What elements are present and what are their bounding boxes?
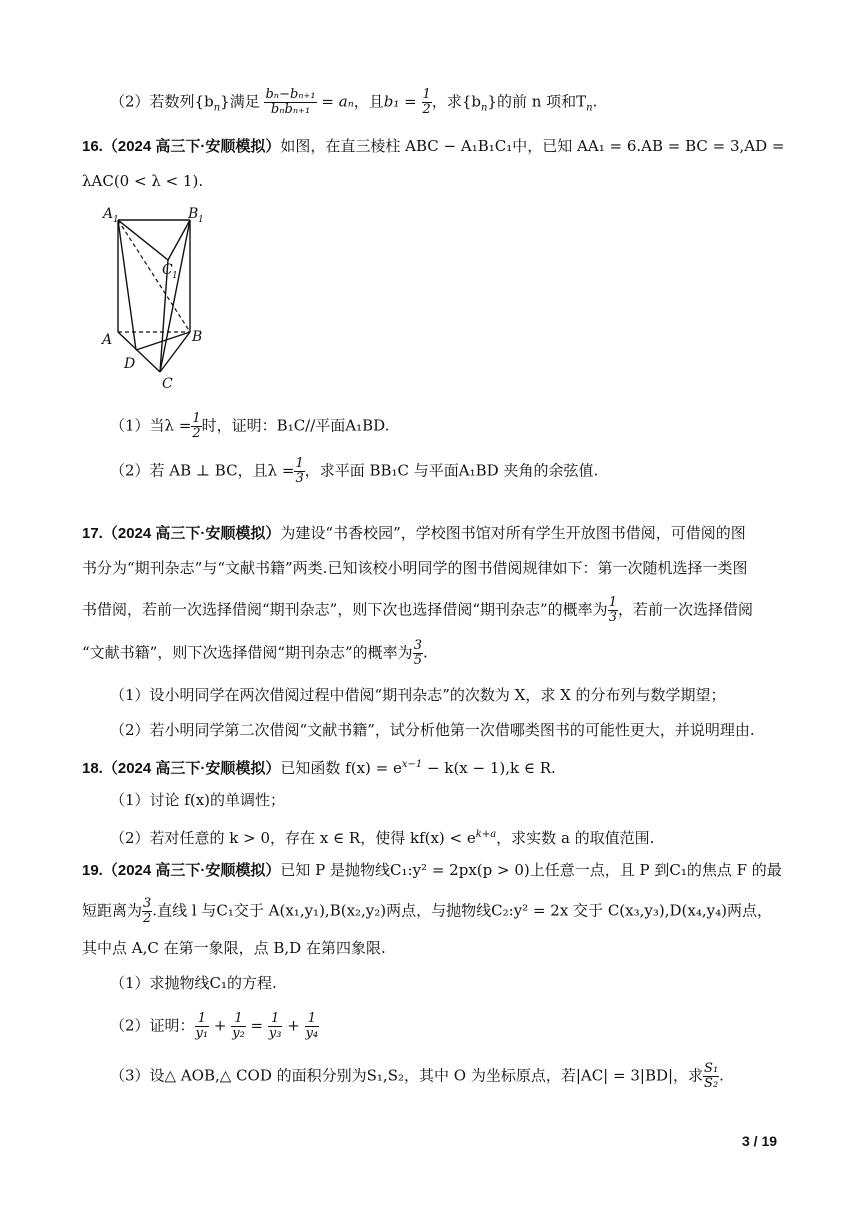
fraction-half: $\frac{1}{2}$ [422, 87, 431, 117]
label-c1: C [162, 262, 173, 278]
fraction-third-2: $\frac{1}{3}$ [608, 595, 617, 625]
fraction-half-2: $\frac{1}{2}$ [192, 411, 201, 441]
label-a: A [102, 332, 113, 348]
page-number: 3 / 19 [742, 1133, 778, 1149]
fraction-1-y2: $\frac{1}{\text{y₂}}$ [232, 1011, 245, 1041]
label-b1: B [188, 206, 199, 222]
fraction-three-fifths: $\frac{3}{5}$ [413, 638, 422, 668]
q16-part1: （1）当λ = $\frac{1}{2}$ 时，证明：B₁C//平面A₁BD. [110, 411, 390, 441]
prism-figure [98, 202, 218, 397]
fraction-1-y1: $\frac{1}{\text{y₁}}$ [195, 1011, 209, 1041]
q18-part1: （1）讨论 f(x)的单调性； [110, 791, 286, 809]
q19-part2: （2）证明： $\frac{1}{\text{y₁}}$ + $\frac{1}{\text{y₂}}$ = $\frac{1}{\text{y₃}}$ + $\frac{1}{\text{y₄}}$ [110, 1011, 319, 1041]
label-c: C [162, 376, 173, 392]
fraction-1-y3: $\frac{1}{\text{y₃}}$ [268, 1011, 282, 1041]
q17-line3: 书借阅，若前一次选择借阅“期刊杂志”，则下次也选择借阅“期刊杂志”的概率为 $\frac{1}{3}$ ，若前一次选择借阅 [82, 595, 753, 625]
fraction-three-halves: $\frac{3}{2}$ [143, 896, 152, 926]
label-d: D [124, 356, 136, 372]
q17-line1: 17.（2024 高三下·安顺模拟）为建设“书香校园”，学校图书馆对所有学生开放图书借阅，可借阅的图 [82, 524, 746, 542]
q17-line4: “文献书籍”，则下次选择借阅“期刊杂志”的概率为 $\frac{3}{5}$ . [82, 638, 428, 668]
fraction-third: $\frac{1}{3}$ [295, 456, 304, 486]
q16-stem: 16.（2024 高三下·安顺模拟）如图，在直三棱柱 ABC − A₁B₁C₁中，已知 AA₁ = 6.AB = BC = 3,AD = [82, 137, 785, 155]
q18-part2: （2）若对任意的 k > 0，存在 x ∈ R，使得 $kf(x) < e^{k+a}$，求实数 a 的取值范围. [110, 829, 655, 847]
q19-line2: 短距离为 $\frac{3}{2}$ .直线 l 与C₁交于 A(x₁,y₁),B(x₂,y₂)两点，与抛物线C₂:y² = 2x 交于 C(x₃,y₃),D(x₄,y₄)两点， [82, 896, 772, 926]
q19-part3: （3）设△ AOB,△ COD 的面积分别为S₁,S₂，其中 O 为坐标原点，若|AC| = 3|BD|，求 $\frac{\text{S₁}}{\text{S₂}}$ . [110, 1061, 724, 1091]
q19-part1: （1）求抛物线C₁的方程. [110, 974, 277, 992]
fraction-s1-s2: $\frac{\text{S₁}}{\text{S₂}}$ [704, 1061, 719, 1091]
label-c1-sub: 1 [172, 271, 178, 281]
label-a1-sub: 1 [113, 215, 119, 225]
q17-line2: 书分为“期刊杂志”与“文献书籍”两类.已知该校小明同学的图书借阅规律如下：第一次随机选择一类图 [82, 559, 748, 577]
q19-line3: 其中点 A,C 在第一象限，点 B,D 在第四象限. [82, 939, 386, 957]
q18-stem: 18.（2024 高三下·安顺模拟）已知函数 $f(x) = e^{x-1} - k(x - 1),k$ ∈ R. [82, 759, 556, 777]
q16-part2: （2）若 AB ⊥ BC，且λ = $\frac{1}{3}$ ，求平面 BB₁C 与平面A₁BD 夹角的余弦值. [110, 456, 599, 486]
q15-part2: （2）若数列$\{b_n\}$满足 bₙ−bₙ₊₁ bₙbₙ₊₁ = aₙ，且b₁ = $\frac{1}{2}$ ，求$\{b_n\}$的前 n 项和$T_n$. [110, 87, 598, 117]
q17-part1: （1）设小明同学在两次借阅过程中借阅“期刊杂志”的次数为 X，求 X 的分布列与数学期望； [110, 686, 726, 704]
label-a1: A [103, 206, 114, 222]
label-b1-sub: 1 [198, 215, 204, 225]
label-b: B [192, 329, 203, 345]
fraction-bn: bₙ−bₙ₊₁ bₙbₙ₊₁ [265, 87, 316, 117]
q19-line1: 19.（2024 高三下·安顺模拟）已知 P 是抛物线C₁:y² = 2px(p > 0)上任意一点，且 P 到C₁的焦点 F 的最 [82, 861, 782, 879]
q17-part2: （2）若小明同学第二次借阅“文献书籍”，试分析他第一次借哪类图书的可能性更大，并说明理由. [110, 721, 755, 739]
q16-stem2: λAC(0 < λ < 1). [82, 172, 204, 190]
fraction-1-y4: $\frac{1}{\text{y₄}}$ [305, 1011, 319, 1041]
